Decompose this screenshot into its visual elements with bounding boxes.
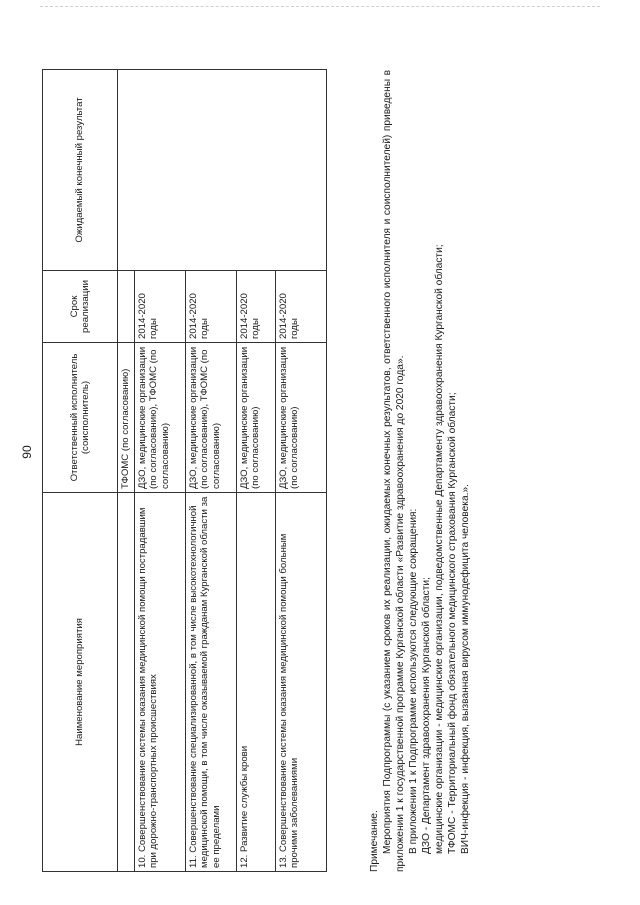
notes-title: Примечание. [369, 810, 380, 872]
cell-cont-name [118, 493, 135, 872]
notes-section [368, 70, 472, 872]
page-number: 90 [20, 445, 34, 459]
cell-cont-executor: ТФОМС (по согласованию) [118, 343, 135, 493]
cell-cont-period [118, 271, 135, 343]
cell-name: 10. Совершенствование системы оказания медицинской помощи пострадавшим при дорожно-транспортных происшествиях [135, 493, 186, 872]
rotated-page-content [20, 32, 620, 872]
scan-top-edge [40, 6, 600, 7]
header-executor: Ответственный исполнитель (соисполнитель) [43, 343, 118, 493]
cell-cont-result [118, 70, 327, 271]
cell-executor: ДЗО, медицинские организации (по согласованию), ТФОМС (по согласованию) [135, 343, 186, 493]
header-result: Ожидаемый конечный результат [43, 70, 118, 271]
notes-paragraph: В приложении 1 к Подпрограмме используются следующие сокращения: [408, 508, 420, 854]
table-row-continuation [118, 70, 135, 872]
cell-period: 2014-2020 годы [186, 271, 237, 343]
table-header-row [43, 70, 118, 872]
notes-paragraph: ТФОМС - Территориальный фонд обязательного медицинского страхования Курганской области; [447, 392, 459, 854]
notes-paragraph: ДЗО - Департамент здравоохранения Курганской области; [421, 577, 433, 854]
cell-period: 2014-2020 годы [135, 271, 186, 343]
cell-period: 2014-2020 годы [237, 271, 276, 343]
notes-paragraph: медицинские организации - медицинские организации, подведомственные Департаменту здравоохранения Курганской области; [434, 244, 446, 854]
cell-executor: ДЗО, медицинские организации (по согласованию) [237, 343, 276, 493]
measures-table [42, 69, 327, 872]
cell-executor: ДЗО, медицинские организации (по согласованию), ТФОМС (по согласованию) [186, 343, 237, 493]
cell-executor: ДЗО, медицинские организации (по согласованию) [276, 343, 327, 493]
cell-name: 12. Развитие службы крови [237, 493, 276, 872]
cell-period: 2014-2020 годы [276, 271, 327, 343]
header-name: Наименование мероприятия [43, 493, 118, 872]
cell-name: 13. Совершенствование системы оказания медицинской помощи больным прочими заболеваниями [276, 493, 327, 872]
cell-name: 11. Совершенствование специализированной, в том числе высокотехнологичной медицинской помощи, в том числе оказываемой гражданам Курганской области за ее пределами [186, 493, 237, 872]
notes-paragraph: Мероприятия Подпрограммы (с указанием сроков их реализации, ожидаемых конечных результатов, ответственного исполнителя и соисполнителей) приведены в приложении 1 к государственной программе Курганской области «Развитие здравоохранения до 2020 года». [382, 70, 407, 872]
notes-paragraph: ВИЧ-инфекция - инфекция, вызванная вирусом иммунодефицита человека.». [460, 484, 472, 854]
header-period: Срок реализации [43, 271, 118, 343]
